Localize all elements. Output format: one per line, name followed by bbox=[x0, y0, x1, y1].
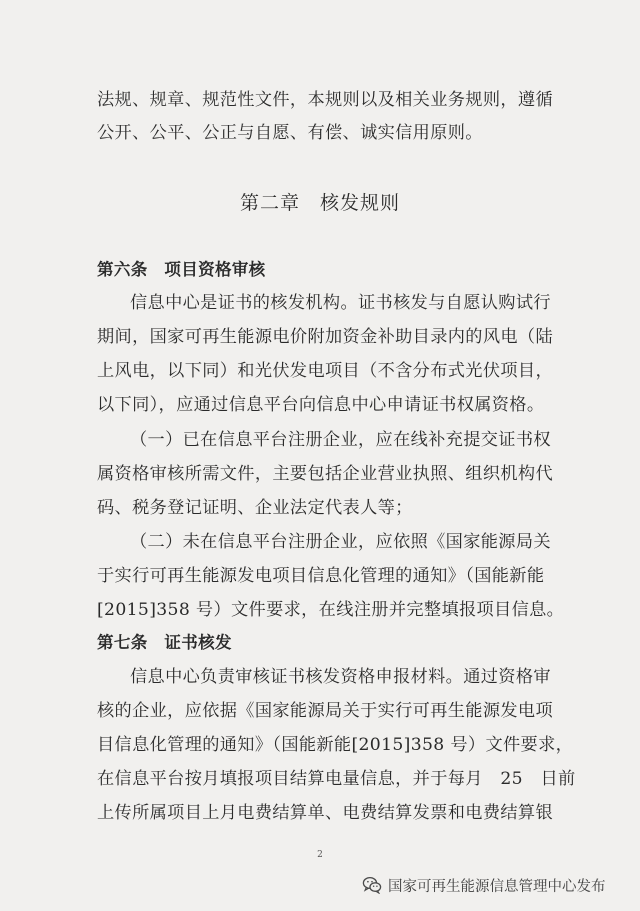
article6-line-4: 以下同），应通过信息平台向信息中心申请证书权属资格。 bbox=[97, 395, 545, 415]
article7-heading: 第七条 证书核发 bbox=[97, 633, 232, 652]
chapter-title: 第二章 核发规则 bbox=[239, 192, 400, 214]
intro-line-2: 公开、公平、公正与自愿、有偿、诚实信用原则。 bbox=[97, 123, 483, 143]
article7-line-4: 在信息平台按月填报项目结算电量信息，并于每月 25 日前 bbox=[97, 769, 576, 789]
article6-line-1: 信息中心是证书的核发机构。证书核发与自愿认购试行 bbox=[130, 293, 551, 313]
article6-item2-line-2: 于实行可再生能源发电项目信息化管理的通知》（国能新能 bbox=[97, 566, 545, 586]
article6-line-2: 期间，国家可再生能源电价附加资金补助目录内的风电（陆 bbox=[97, 327, 553, 347]
article6-item1-line-1: （一）已在信息平台注册企业，应在线补充提交证书权 bbox=[130, 430, 551, 450]
wechat-icon bbox=[362, 876, 382, 894]
page-number: 2 bbox=[317, 850, 323, 860]
article6-item1-line-3: 码、税务登记证明、企业法定代表人等； bbox=[97, 498, 413, 518]
article6-item2-line-3: [2015]358 号）文件要求，在线注册并完整填报项目信息。 bbox=[97, 600, 565, 620]
article6-heading: 第六条 项目资格审核 bbox=[97, 260, 266, 279]
watermark-text: 国家可再生能源信息管理中心发布 bbox=[388, 878, 606, 895]
article7-line-1: 信息中心负责审核证书核发资格申报材料。通过资格审 bbox=[130, 667, 551, 687]
article7-line-3: 目信息化管理的通知》（国能新能[2015]358 号）文件要求， bbox=[97, 735, 574, 755]
article7-line-2: 核的企业，应依据《国家能源局关于实行可再生能源发电项 bbox=[97, 701, 553, 721]
article6-item1-line-2: 属资格审核所需文件，主要包括企业营业执照、组织机构代 bbox=[97, 464, 553, 484]
intro-line-1: 法规、规章、规范性文件，本规则以及相关业务规则，遵循 bbox=[97, 90, 553, 110]
article6-item2-line-1: （二）未在信息平台注册企业，应依照《国家能源局关 bbox=[130, 532, 551, 552]
article7-line-5: 上传所属项目上月电费结算单、电费结算发票和电费结算银 bbox=[97, 803, 553, 823]
article6-line-3: 上风电，以下同）和光伏发电项目（不含分布式光伏项目， bbox=[97, 361, 553, 381]
watermark bbox=[362, 873, 606, 897]
